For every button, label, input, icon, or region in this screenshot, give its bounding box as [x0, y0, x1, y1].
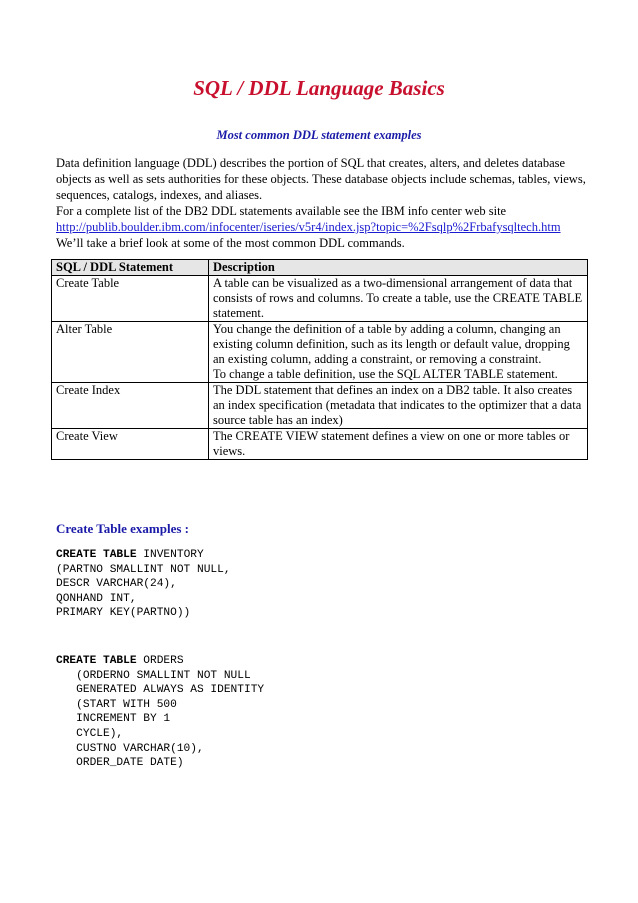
statement-cell: Create Table: [52, 276, 209, 322]
description-text: To change a table definition, use the SQL ALTER TABLE statement.: [213, 367, 558, 381]
ibm-infocenter-link[interactable]: http://publib.boulder.ibm.com/infocenter/iseries/v5r4/index.jsp?topic=%2Fsqlp%2Frbafysqltech.htm: [56, 220, 561, 234]
sql-keyword: CREATE TABLE: [56, 655, 137, 667]
table-row: [52, 383, 588, 429]
statement-cell: Create View: [52, 429, 209, 460]
page-subtitle: Most common DDL statement examples: [216, 128, 422, 142]
code-table-name: INVENTORY: [136, 549, 204, 561]
code-table-name: ORDERS: [136, 655, 184, 667]
description-cell: [209, 322, 588, 383]
intro-section: [56, 155, 596, 251]
page-title: SQL / DDL Language Basics: [193, 76, 445, 100]
examples-heading: Create Table examples :: [56, 521, 189, 536]
table-row: [52, 429, 588, 460]
code-block-inventory: [56, 548, 231, 621]
description-cell: A table can be visualized as a two-dimensional arrangement of data that consists of rows and columns. To create a table, use the CREATE TABLE statement.: [209, 276, 588, 322]
code-block-orders: [56, 654, 264, 771]
statement-cell: Alter Table: [52, 322, 209, 383]
description-text: You change the definition of a table by adding a column, changing an existing column definition, such as its length or default value, dropping an existing column, adding a constraint, or removing a constraint.: [213, 322, 570, 366]
statement-cell: Create Index: [52, 383, 209, 429]
ddl-statements-table: [51, 259, 588, 460]
sql-keyword: CREATE TABLE: [56, 549, 137, 561]
table-row: [52, 276, 588, 322]
intro-paragraph: Data definition language (DDL) describes the portion of SQL that creates, alters, and deletes database objects as well as sets authorities for these objects. These database objects include schemas, tables, views, sequences, catalogs, indexes, and aliases.: [56, 156, 586, 202]
table-row: [52, 322, 588, 383]
intro-reference-text: For a complete list of the DB2 DDL statements available see the IBM info center web site: [56, 204, 507, 218]
description-cell: The DDL statement that defines an index on a DB2 table. It also creates an index specification (metadata that indicates to the optimizer that a data source table has an index): [209, 383, 588, 429]
code-body: (ORDERNO SMALLINT NOT NULL GENERATED ALWAYS AS IDENTITY (START WITH 500 INCREMENT BY 1 CYCLE), CUSTNO VARCHAR(10), ORDER_DATE DATE): [76, 669, 265, 770]
column-header-statement: SQL / DDL Statement: [52, 260, 209, 276]
table-header-row: [52, 260, 588, 276]
description-cell: The CREATE VIEW statement defines a view on one or more tables or views.: [209, 429, 588, 460]
column-header-description: Description: [209, 260, 588, 276]
code-body: (PARTNO SMALLINT NOT NULL, DESCR VARCHAR(24), QONHAND INT, PRIMARY KEY(PARTNO)): [56, 563, 231, 620]
intro-closing-text: We’ll take a brief look at some of the most common DDL commands.: [56, 236, 405, 250]
